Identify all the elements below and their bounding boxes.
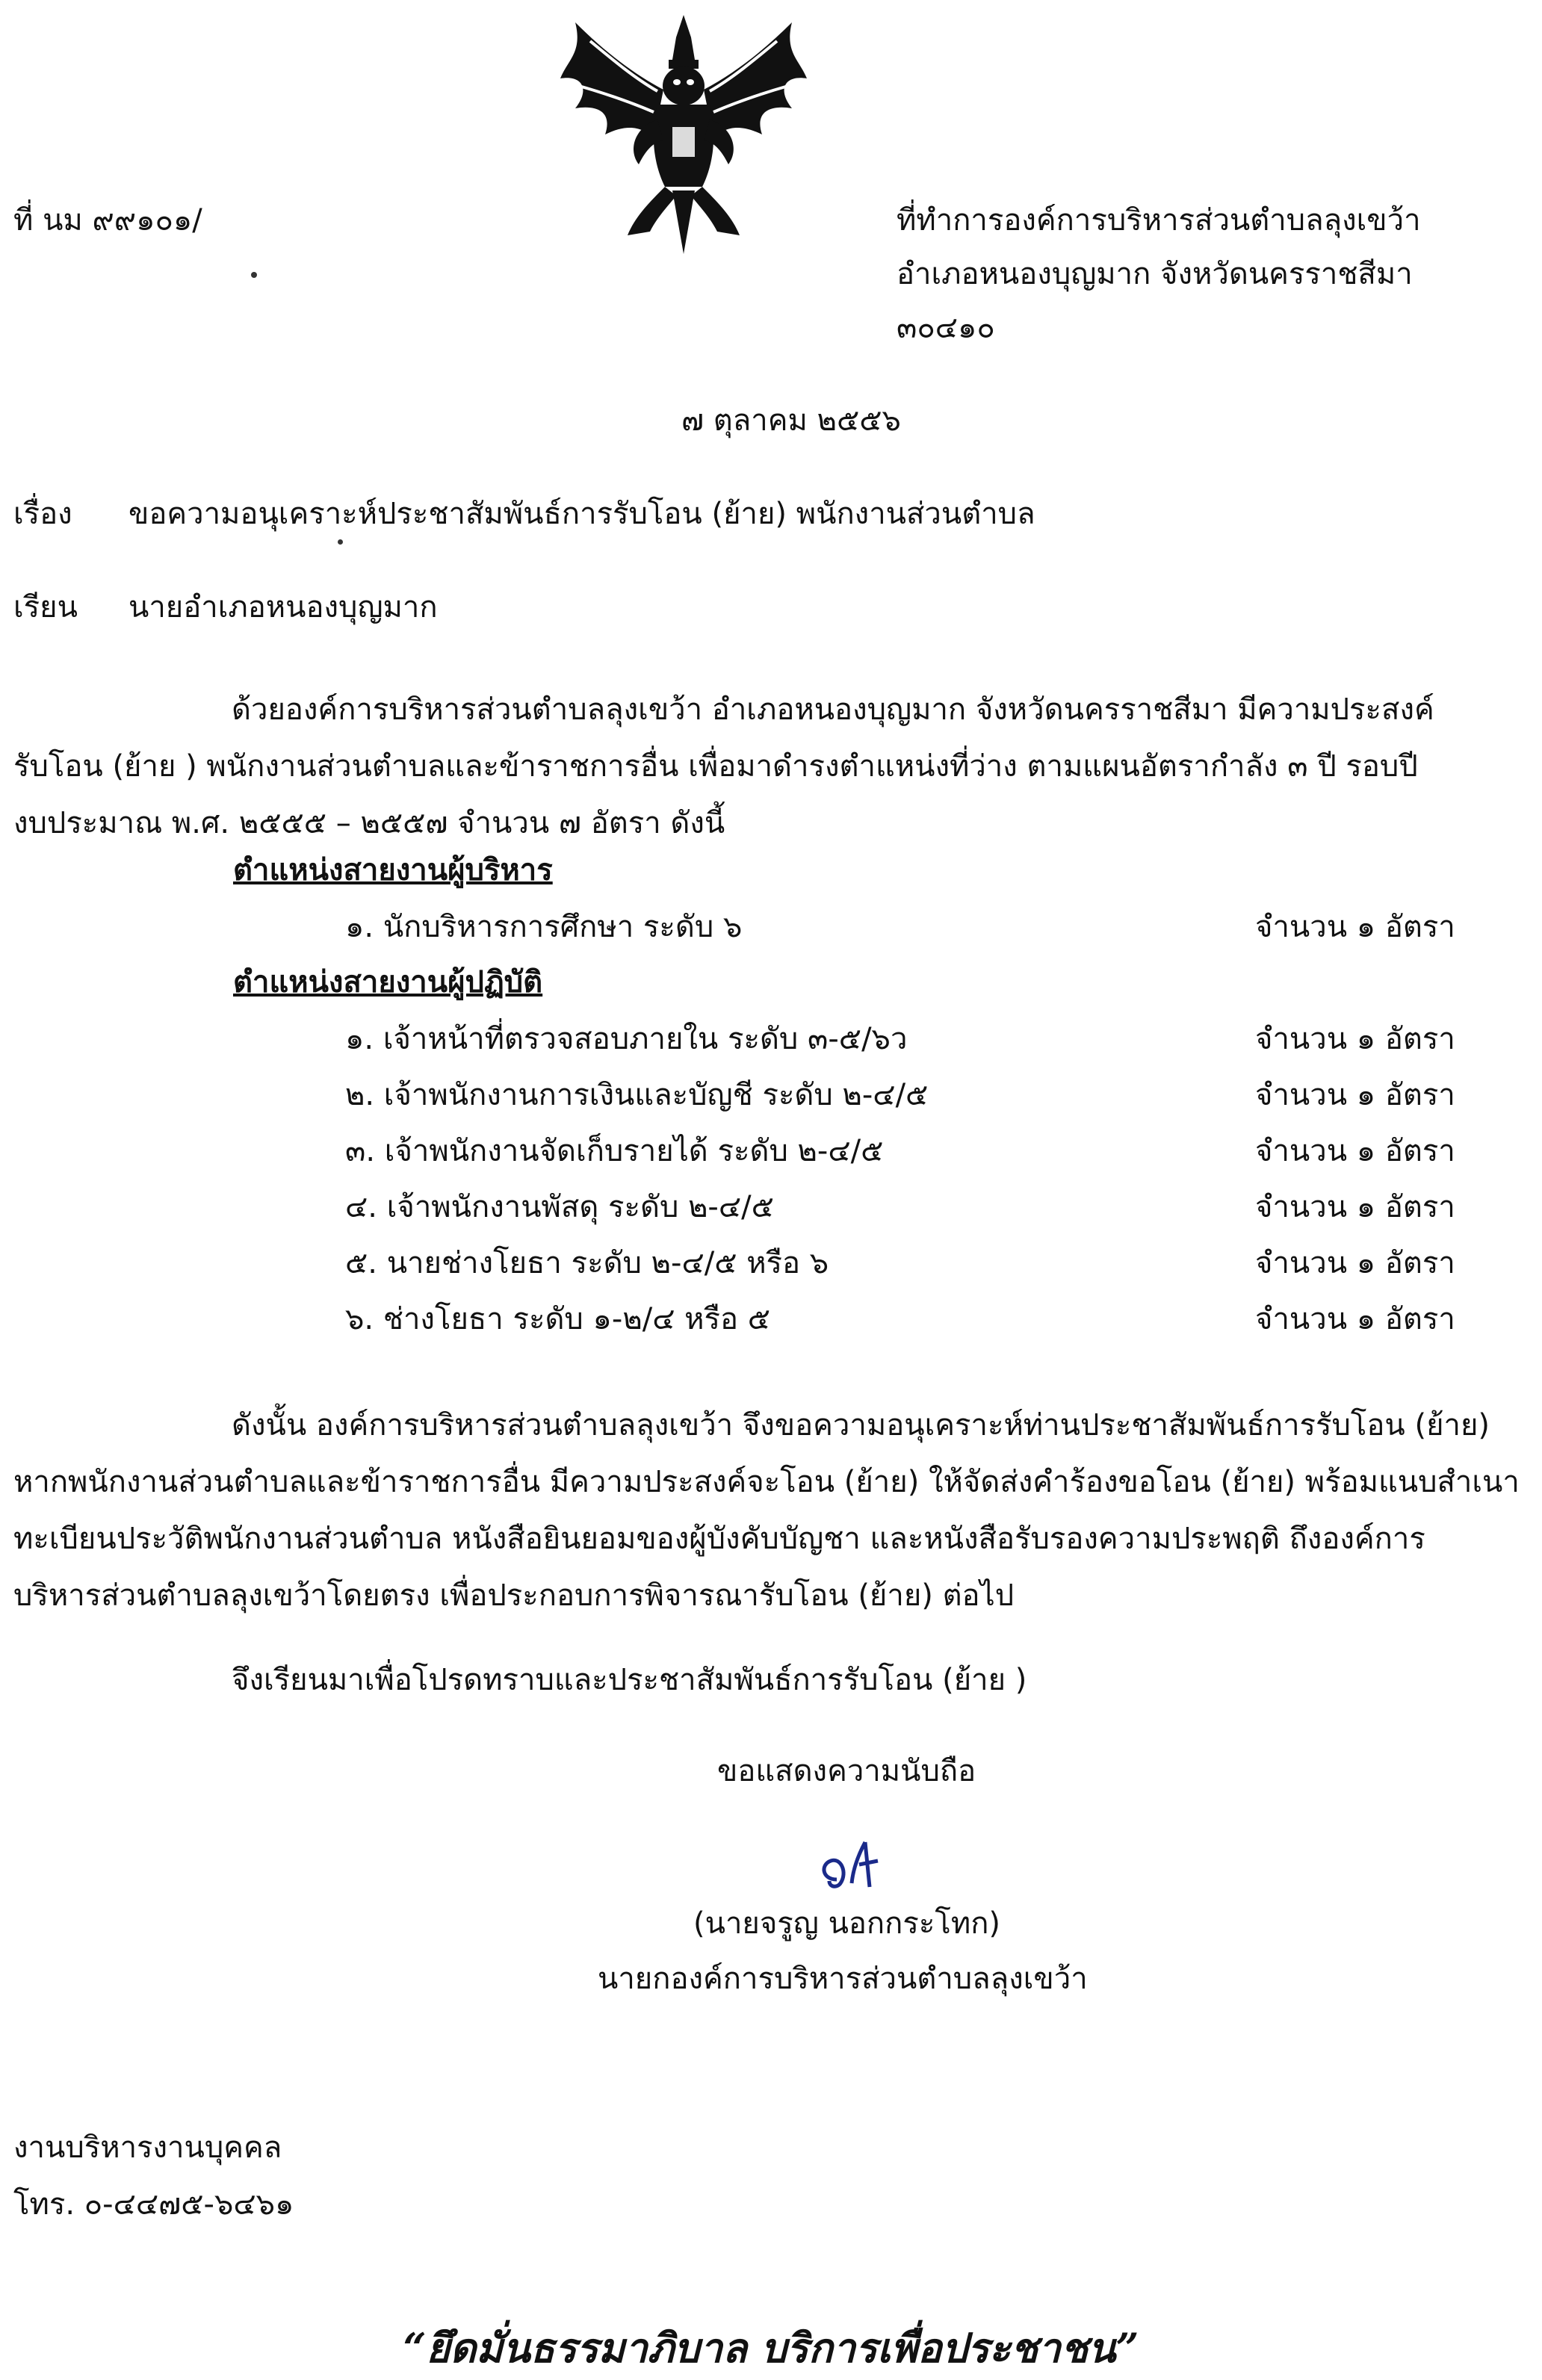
signer-name: (นายจรูญ นอกกระโทก) — [693, 1906, 1001, 1941]
position-count: จำนวน ๑ อัตรา — [1255, 910, 1455, 944]
admin-position-row — [0, 910, 1542, 955]
signer-title: นายกองค์การบริหารส่วนตำบลลุงเขว้า — [598, 1962, 1088, 1996]
position-count: จำนวน ๑ อัตรา — [1255, 1022, 1455, 1056]
body-paragraph — [13, 1397, 1520, 1624]
ops-position-row — [0, 1022, 1542, 1067]
letter-date: ๗ ตุลาคม ๒๕๕๖ — [681, 403, 901, 438]
body-line-2: หากพนักงานส่วนตำบลและข้าราชการอื่น มีความประสงค์จะโอน (ย้าย) ให้จัดส่งคำร้องขอโอน (ย้าย) พร้อมแนบสำเนา — [13, 1465, 1520, 1499]
office-line-2: อำเภอหนองบุญมาก จังหวัดนครราชสีมา — [897, 257, 1413, 291]
scan-speck — [251, 272, 257, 278]
position-count: จำนวน ๑ อัตรา — [1255, 1134, 1455, 1168]
body-line-4: บริหารส่วนตำบลลุงเขว้าโดยตรง เพื่อประกอบการพิจารณารับโอน (ย้าย) ต่อไป — [13, 1578, 1015, 1613]
position-name: ๑. นักบริหารการศึกษา ระดับ ๖ — [345, 910, 743, 944]
ops-positions-heading: ตำแหน่งสายงานผู้ปฏิบัติ — [233, 965, 543, 1000]
office-line-1: ที่ทำการองค์การบริหารส่วนตำบลลุงเขว้า — [897, 203, 1421, 238]
ops-position-row — [0, 1246, 1542, 1291]
ops-position-row — [0, 1302, 1542, 1347]
slogan: “ยึดมั่นธรรมาภิบาล บริการเพื่อประชาชน” — [403, 2324, 1139, 2372]
position-name: ๖. ช่างโยธา ระดับ ๑-๒/๔ หรือ ๕ — [345, 1302, 771, 1336]
ops-position-row — [0, 1190, 1542, 1235]
closing-line: จึงเรียนมาเพื่อโปรดทราบและประชาสัมพันธ์การรับโอน (ย้าย ) — [232, 1663, 1027, 1697]
intro-paragraph — [13, 681, 1500, 852]
department-name: งานบริหารงานบุคคล — [13, 2130, 282, 2165]
office-address — [897, 203, 1421, 365]
subject-label: เรื่อง — [13, 497, 72, 531]
position-name: ๓. เจ้าพนักงานจัดเก็บรายได้ ระดับ ๒-๔/๕ — [345, 1134, 884, 1168]
subject-text: ขอความอนุเคราะห์ประชาสัมพันธ์การรับโอน (ย้าย) พนักงานส่วนตำบล — [128, 497, 1035, 531]
admin-positions-heading: ตำแหน่งสายงานผู้บริหาร — [233, 853, 553, 887]
body-line-3: ทะเบียนประวัติพนักงานส่วนตำบล หนังสือยินยอมของผู้บังคับบัญชา และหนังสือรับรองความประพฤติ ถึงองค์การ — [13, 1522, 1425, 1556]
ops-position-row — [0, 1134, 1542, 1179]
regards-line: ขอแสดงความนับถือ — [717, 1754, 976, 1788]
position-name: ๑. เจ้าหน้าที่ตรวจสอบภายใน ระดับ ๓-๕/๖ว — [345, 1022, 908, 1056]
ops-position-row — [0, 1078, 1542, 1123]
garuda-emblem-icon — [545, 7, 822, 261]
position-name: ๒. เจ้าพนักงานการเงินและบัญชี ระดับ ๒-๔/๕ — [345, 1078, 929, 1112]
position-name: ๔. เจ้าพนักงานพัสดุ ระดับ ๒-๔/๕ — [345, 1190, 774, 1224]
position-count: จำนวน ๑ อัตรา — [1255, 1190, 1455, 1224]
scan-speck — [338, 539, 343, 545]
position-count: จำนวน ๑ อัตรา — [1255, 1246, 1455, 1280]
phone-number: โทร. ๐-๔๔๗๕-๖๔๖๑ — [13, 2187, 294, 2222]
intro-line-2: รับโอน (ย้าย ) พนักงานส่วนตำบลและข้าราชการอื่น เพื่อมาดำรงตำแหน่งที่ว่าง ตามแผนอัตรากำลัง ๓ ปี รอบปี — [13, 749, 1418, 784]
office-postcode: ๓๐๔๑๐ — [897, 311, 995, 345]
position-count: จำนวน ๑ อัตรา — [1255, 1078, 1455, 1112]
handwritten-signature — [807, 1827, 904, 1902]
position-count: จำนวน ๑ อัตรา — [1255, 1302, 1455, 1336]
position-name: ๕. นายช่างโยธา ระดับ ๒-๔/๕ หรือ ๖ — [345, 1246, 829, 1280]
recipient-text: นายอำเภอหนองบุญมาก — [128, 590, 438, 625]
reference-number: ที่ นม ๙๙๑๐๑/ — [13, 203, 202, 238]
body-line-1: ดังนั้น องค์การบริหารส่วนตำบลลุงเขว้า จึงขอความอนุเคราะห์ท่านประชาสัมพันธ์การรับโอน (ย้าย) — [232, 1408, 1490, 1442]
intro-line-1: ด้วยองค์การบริหารส่วนตำบลลุงเขว้า อำเภอหนองบุญมาก จังหวัดนครราชสีมา มีความประสงค์ — [232, 692, 1434, 727]
recipient-label: เรียน — [13, 590, 78, 625]
intro-line-3: งบประมาณ พ.ศ. ๒๕๕๕ – ๒๕๕๗ จำนวน ๗ อัตรา ดังนี้ — [13, 806, 725, 840]
